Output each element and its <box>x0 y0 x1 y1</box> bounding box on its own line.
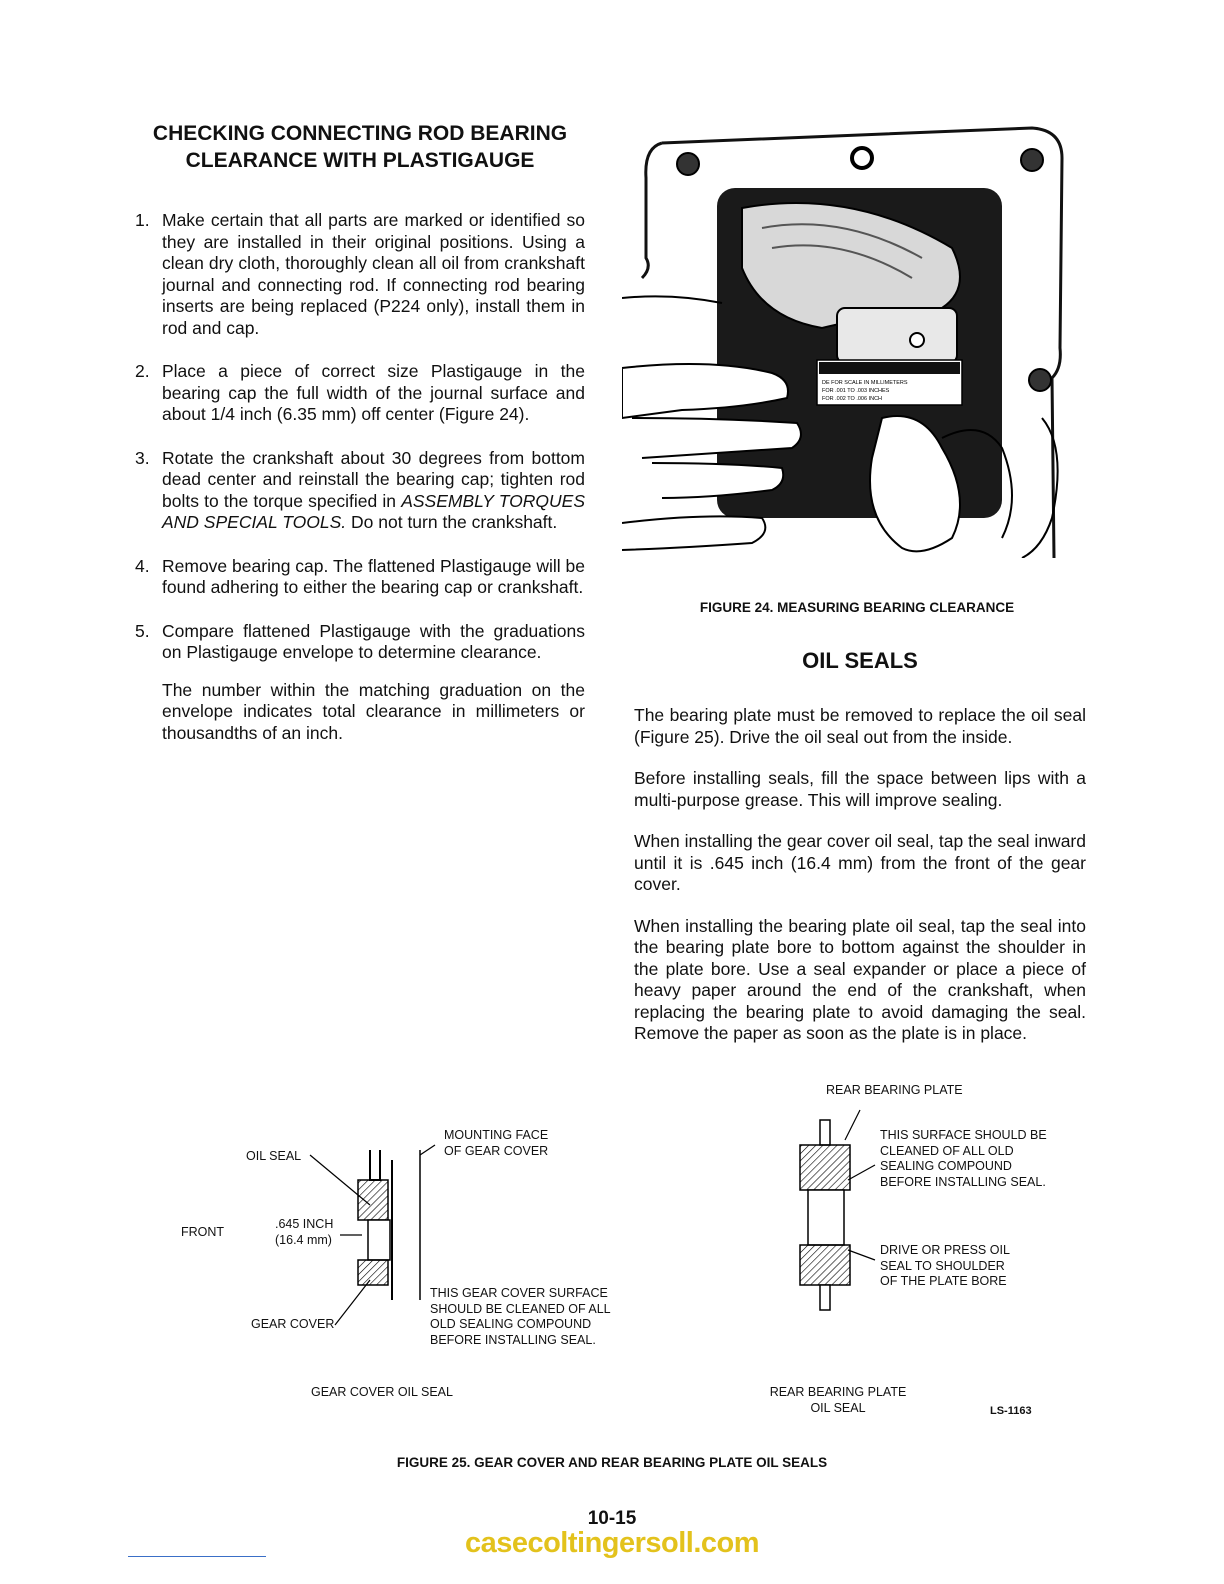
figure-reference-code: LS-1163 <box>990 1405 1032 1417</box>
step-5-note: The number within the matching graduation on the envelope indicates total clearance in millimeters or thousandths of an inch. <box>162 679 585 743</box>
link-underline <box>128 1556 266 1557</box>
label-line: SEALING COMPOUND <box>880 1159 1012 1173</box>
procedure-steps <box>135 210 585 744</box>
label-line: OF THE PLATE BORE <box>880 1274 1007 1288</box>
step-number: 4. <box>135 555 150 576</box>
step-number: 2. <box>135 361 150 381</box>
step-number: 1. <box>135 210 150 230</box>
label-line: CLEANED OF ALL OLD <box>880 1143 1014 1158</box>
label-drive-seal <box>880 1243 1010 1290</box>
step-number: 3. <box>135 447 150 468</box>
oil-seals-title: OIL SEALS <box>802 648 918 673</box>
label-line: SEAL TO SHOULDER <box>880 1258 1005 1273</box>
step-text-part: Rotate the crankshaft about 30 degrees from bottom dead center and reinstall the bearing cap; tighten rod bolts to the torque specified in <box>162 447 585 511</box>
step-2 <box>135 361 585 426</box>
step-number: 5. <box>135 620 150 641</box>
step-3 <box>135 448 585 534</box>
label-oil-seal: OIL SEAL <box>246 1149 302 1163</box>
figure-24-illustration <box>622 118 1070 558</box>
label-gear-cover-surface <box>430 1286 611 1348</box>
envelope-text-3: FOR .002 TO .006 INCH <box>822 396 883 402</box>
label-plate-surface <box>880 1128 1047 1190</box>
oil-seals-paragraph: When installing the bearing plate oil seal, tap the seal into the bearing plate bore to bottom against the shoulder in the plate bore. Use a seal expander or place a piece of heavy paper around the end of the crankshaft, when replacing the bearing plate to avoid damaging the seal. Remove the paper as soon as the plate is in place. <box>634 915 1086 1043</box>
site-watermark-link[interactable]: casecoltingersoll.com <box>464 1527 760 1559</box>
label-line: DRIVE OR PRESS OIL <box>880 1243 1010 1257</box>
label-line: (16.4 mm) <box>275 1232 332 1247</box>
rear-plate-subcaption <box>768 1385 908 1416</box>
label-gear-cover: GEAR COVER <box>251 1317 335 1331</box>
page-number: 10-15 <box>587 1508 637 1529</box>
bearing-cap <box>837 308 957 363</box>
label-line: THIS GEAR COVER SURFACE <box>430 1286 608 1300</box>
label-dimension <box>275 1217 333 1248</box>
step-1 <box>135 210 585 339</box>
step-text: Compare flattened Plastigauge with the graduations on Plastigauge envelope to determine clearance. <box>162 620 585 662</box>
label-front: FRONT <box>181 1225 225 1239</box>
oil-seals-paragraph: The bearing plate must be removed to replace the oil seal (Figure 25). Drive the oil seal out from the inside. <box>634 705 1086 747</box>
label-line: OIL SEAL <box>810 1400 866 1415</box>
label-line: OF GEAR COVER <box>444 1143 549 1158</box>
bolt-hole-icon <box>1029 369 1051 391</box>
step-text-reference: ASSEMBLY TORQUES AND SPECIAL TOOLS. <box>162 490 585 532</box>
step-text <box>162 448 585 534</box>
step-text-part: Do not turn the crankshaft. <box>346 512 558 532</box>
bolt-hole-icon <box>852 148 872 168</box>
step-5 <box>135 621 585 664</box>
label-line: REAR BEARING PLATE <box>769 1385 907 1399</box>
bolt-hole-icon <box>677 153 699 175</box>
label-line: OLD SEALING COMPOUND <box>430 1317 592 1331</box>
oil-seals-body <box>634 705 1086 1065</box>
measuring-bearing-illustration <box>622 118 1070 558</box>
label-rear-bearing-plate: REAR BEARING PLATE <box>826 1083 963 1097</box>
label-line: BEFORE INSTALLING SEAL. <box>430 1332 596 1347</box>
step-text: Place a piece of correct size Plastigauge in the bearing cap the full width of the journal surface and about 1/4 inch (6.35 mm) off center (Figure 24). <box>162 361 585 424</box>
step-text: Make certain that all parts are marked or identified so they are installed in their original positions. Using a clean dry cloth, thoroughly clean all oil from crankshaft journal and connecting rod. If connecting rod bearing inserts are being replaced (P224 only), install them in rod and cap. <box>162 210 585 338</box>
figure-24-caption: FIGURE 24. MEASURING BEARING CLEARANCE <box>699 600 1015 615</box>
step-text: Remove bearing cap. The flattened Plastigauge will be found adhering to either the bearing cap or crankshaft. <box>162 555 585 597</box>
label-mounting-face <box>444 1128 548 1159</box>
oil-seals-paragraph: When installing the gear cover oil seal, tap the seal inward until it is .645 inch (16.4 mm) from the front of the gear cover. <box>634 831 1086 894</box>
section-title-line-1: CHECKING CONNECTING ROD BEARING <box>152 122 568 145</box>
section-title-line-2: CLEARANCE WITH PLASTIGAUGE <box>185 149 535 172</box>
label-line: BEFORE INSTALLING SEAL. <box>880 1174 1046 1189</box>
oil-seals-paragraph: Before installing seals, fill the space between lips with a multi-purpose grease. This will improve sealing. <box>634 768 1086 810</box>
gear-cover-subcaption: GEAR COVER OIL SEAL <box>311 1385 453 1399</box>
label-line: SHOULD BE CLEANED OF ALL <box>430 1301 611 1316</box>
step-4 <box>135 556 585 599</box>
section-title <box>130 120 590 174</box>
bolt-hole-icon <box>1021 149 1043 171</box>
label-line: MOUNTING FACE <box>444 1128 549 1142</box>
figure-25-caption: FIGURE 25. GEAR COVER AND REAR BEARING PLATE OIL SEALS <box>396 1455 828 1470</box>
envelope-text-1: DE FOR SCALE IN MILLIMETERS <box>822 380 908 386</box>
rear-bearing-plate-diagram <box>790 1100 880 1320</box>
envelope-text-2: FOR .001 TO .003 INCHES <box>822 388 890 394</box>
label-line: .645 INCH <box>275 1217 334 1231</box>
label-line: THIS SURFACE SHOULD BE <box>880 1128 1047 1142</box>
